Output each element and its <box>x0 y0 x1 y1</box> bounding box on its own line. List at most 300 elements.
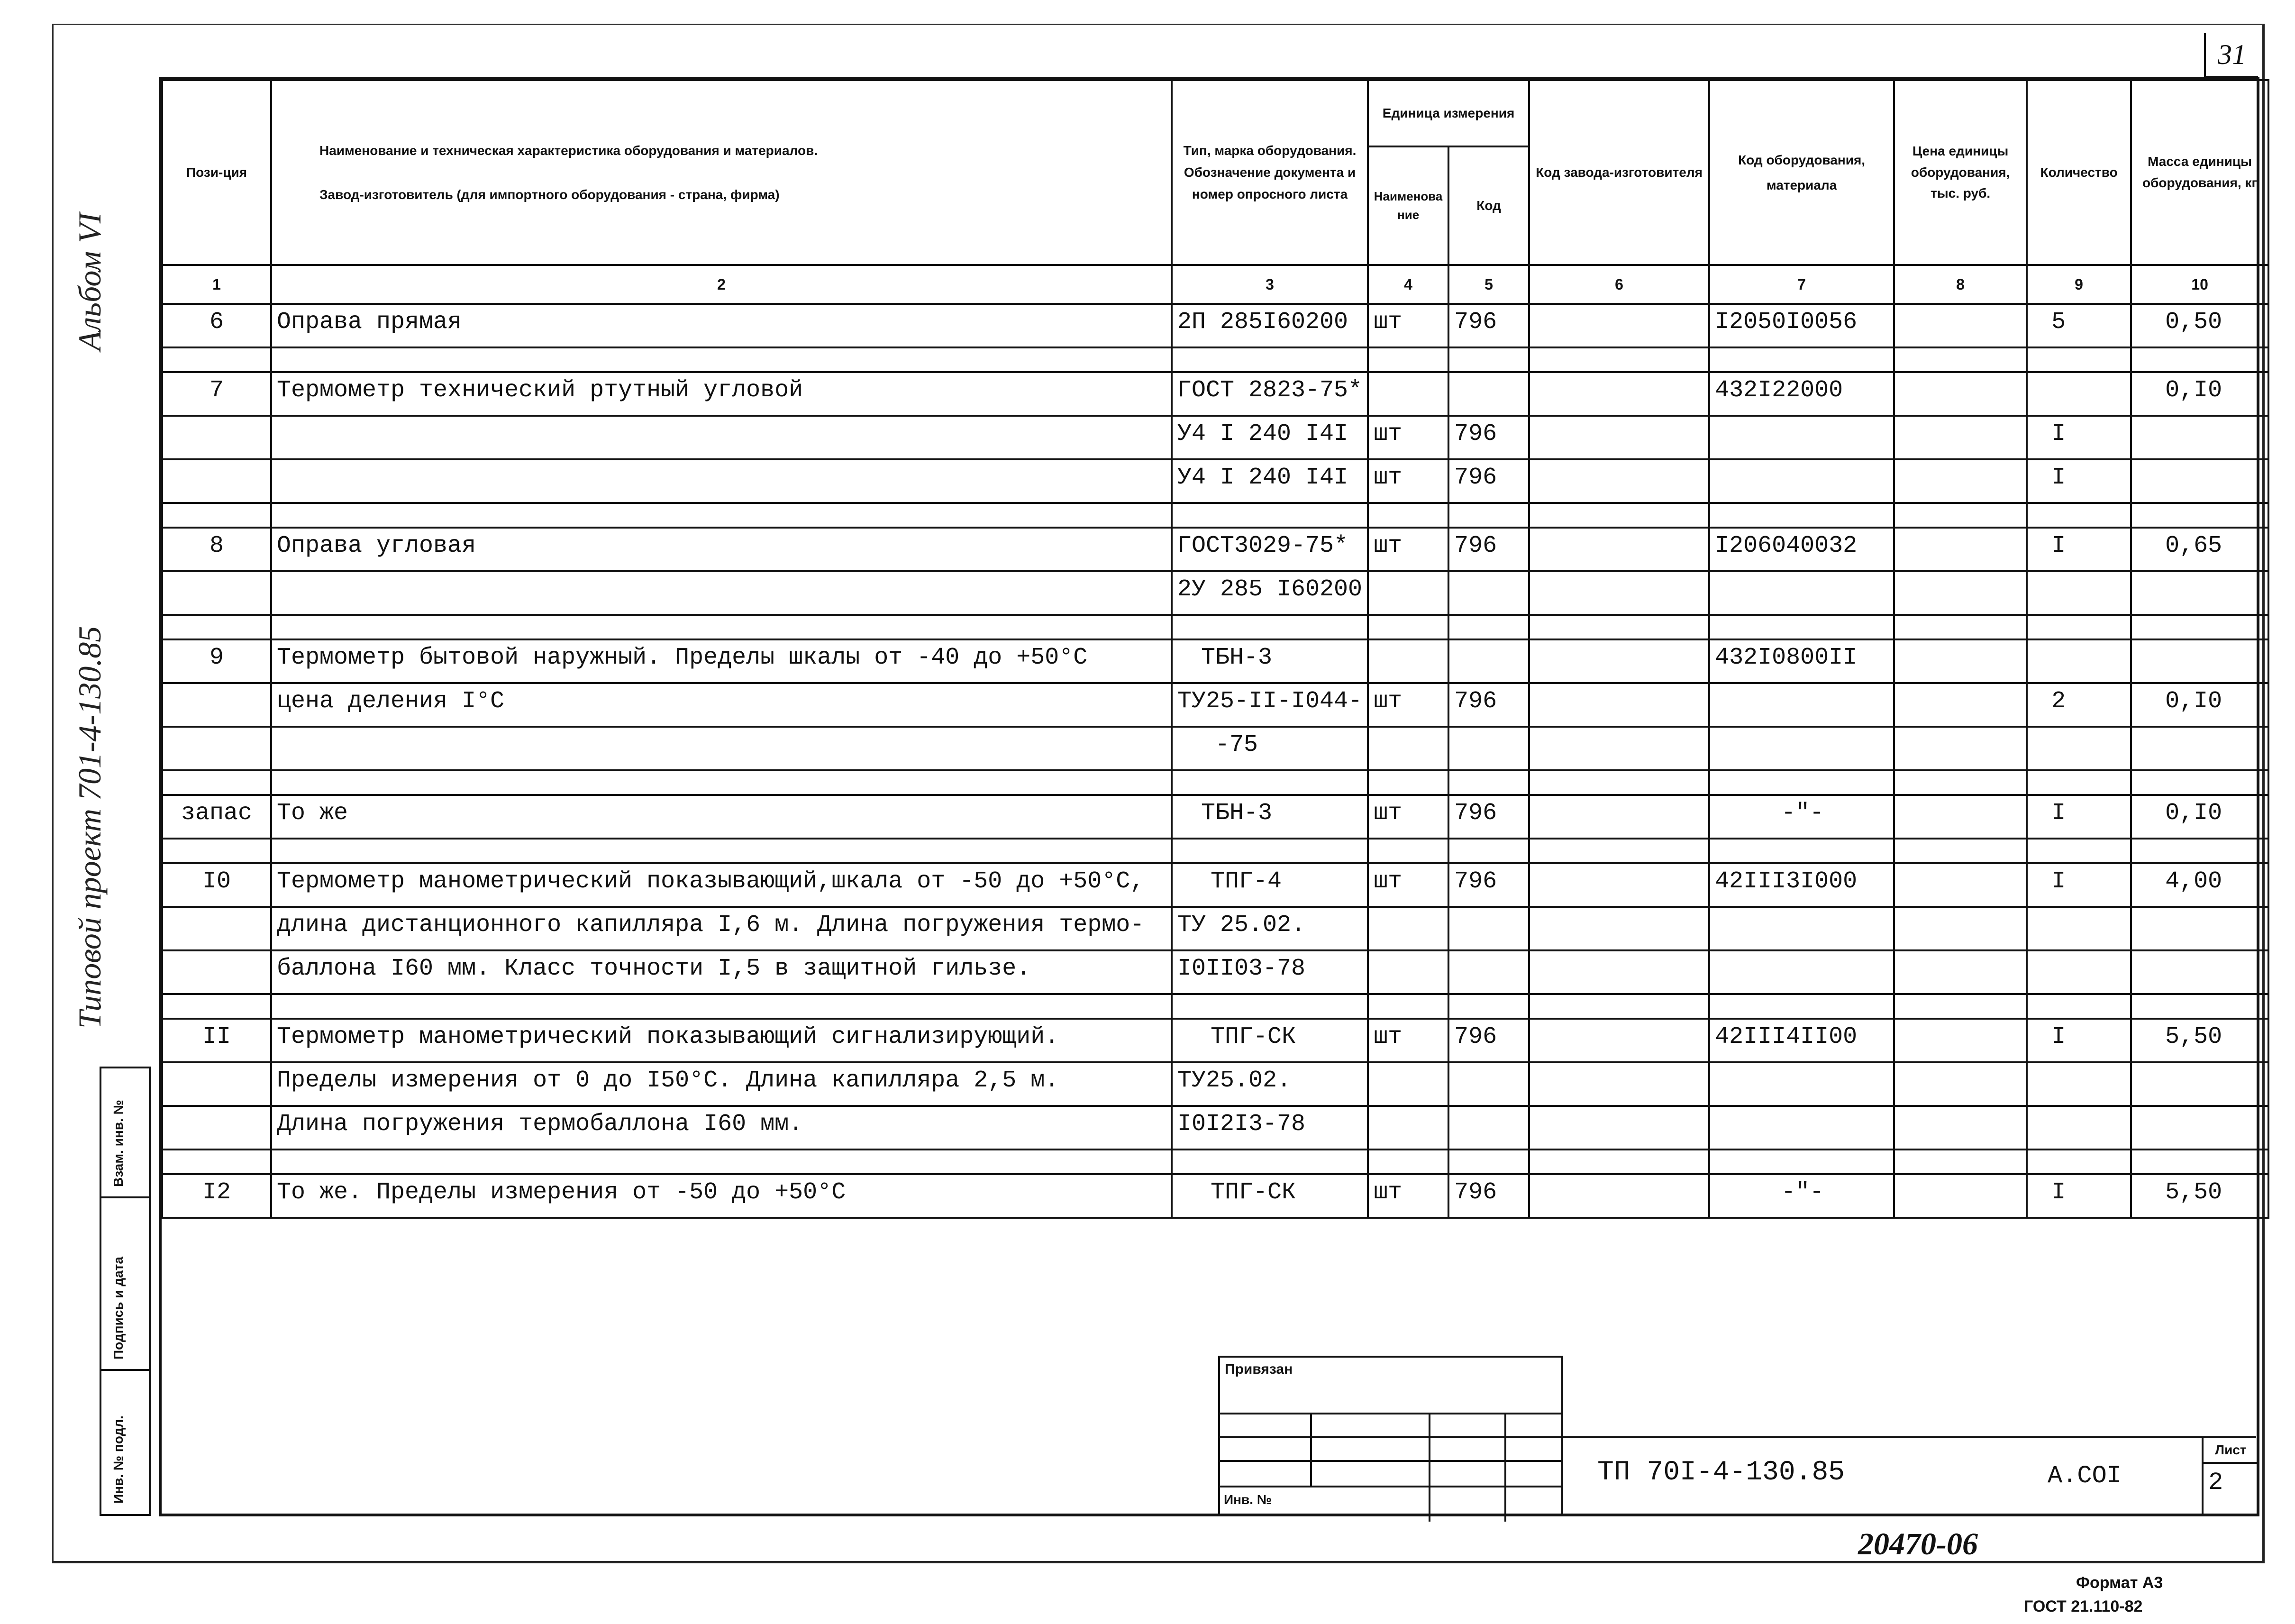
row-position <box>162 770 271 795</box>
row-name <box>271 503 1172 528</box>
row-name <box>271 727 1172 770</box>
row-factory-code <box>1529 863 1709 907</box>
row-position <box>162 416 271 459</box>
row-type <box>1172 1150 1368 1174</box>
inventory-label: Инв. № <box>1224 1492 1272 1507</box>
table-body <box>162 304 2268 1218</box>
row-unit-code <box>1448 770 1529 795</box>
row-unit-code <box>1448 907 1529 950</box>
row-position <box>162 907 271 950</box>
row-unit <box>1368 571 1448 615</box>
row-unit <box>1368 639 1448 683</box>
stamp-cell-inventory: Инв. № подл. <box>111 1415 126 1504</box>
row-mass <box>2131 839 2268 863</box>
row-unit-code <box>1448 727 1529 770</box>
row-unit <box>1368 770 1448 795</box>
table-row <box>162 907 2268 950</box>
row-price <box>1894 639 2027 683</box>
row-unit: шт <box>1368 1174 1448 1218</box>
row-quantity <box>2027 1062 2131 1106</box>
linked-label: Привязан <box>1220 1358 1561 1414</box>
row-price <box>1894 1019 2027 1062</box>
col-num: 3 <box>1172 265 1368 304</box>
row-factory-code <box>1529 416 1709 459</box>
row-price <box>1894 416 2027 459</box>
row-mass <box>2131 459 2268 503</box>
row-quantity <box>2027 770 2131 795</box>
row-name <box>271 459 1172 503</box>
row-factory-code <box>1529 795 1709 839</box>
sheet-value: 2 <box>2208 1469 2223 1496</box>
table-row <box>162 795 2268 839</box>
grid-line <box>1220 1460 1561 1462</box>
row-equipment-code <box>1709 1062 1894 1106</box>
row-unit: шт <box>1368 528 1448 571</box>
col-num: 1 <box>162 265 271 304</box>
row-unit <box>1368 1062 1448 1106</box>
row-type: ТУ25-II-I044- <box>1172 683 1368 727</box>
table-row <box>162 1174 2268 1218</box>
row-unit-code <box>1448 839 1529 863</box>
row-unit-code <box>1448 639 1529 683</box>
table-row <box>162 528 2268 571</box>
row-price <box>1894 1106 2027 1150</box>
row-factory-code <box>1529 727 1709 770</box>
sheet-code: А.COI <box>2048 1462 2122 1490</box>
table-row-spacer <box>162 347 2268 372</box>
row-equipment-code <box>1709 571 1894 615</box>
row-type: ТБН-3 <box>1172 795 1368 839</box>
row-equipment-code <box>1709 1150 1894 1174</box>
row-quantity <box>2027 639 2131 683</box>
row-position <box>162 839 271 863</box>
row-position <box>162 683 271 727</box>
row-quantity: I <box>2027 795 2131 839</box>
row-name: Термометр манометрический показывающий сигнализирующий. <box>271 1019 1172 1062</box>
row-price <box>1894 683 2027 727</box>
grid-line <box>1310 1414 1312 1486</box>
row-type: ТПГ-СК <box>1172 1019 1368 1062</box>
row-price <box>1894 994 2027 1019</box>
row-unit-code: 796 <box>1448 459 1529 503</box>
row-factory-code <box>1529 907 1709 950</box>
row-name: Термометр манометрический показывающий,шкала от -50 до +50°С, <box>271 863 1172 907</box>
row-type: -75 <box>1172 727 1368 770</box>
header-position: Пози-ция <box>162 80 271 265</box>
table-row <box>162 1019 2268 1062</box>
row-quantity <box>2027 615 2131 639</box>
grid-line <box>1504 1414 1506 1522</box>
row-unit-code: 796 <box>1448 304 1529 347</box>
row-name <box>271 615 1172 639</box>
row-price <box>1894 347 2027 372</box>
table-row <box>162 1062 2268 1106</box>
row-equipment-code <box>1709 347 1894 372</box>
col-num: 7 <box>1709 265 1894 304</box>
grid-line <box>1220 1486 1561 1487</box>
table-row <box>162 1106 2268 1150</box>
row-position <box>162 950 271 994</box>
gost-label: ГОСТ 21.110-82 <box>2024 1597 2143 1615</box>
row-quantity <box>2027 839 2131 863</box>
row-equipment-code <box>1709 907 1894 950</box>
row-unit-code <box>1448 950 1529 994</box>
row-equipment-code <box>1709 459 1894 503</box>
row-equipment-code: -"- <box>1709 795 1894 839</box>
header-name-line1: Наименование и техническая характеристика оборудования и материалов. <box>319 143 818 158</box>
row-price <box>1894 1062 2027 1106</box>
row-factory-code <box>1529 1150 1709 1174</box>
row-position: II <box>162 1019 271 1062</box>
row-quantity <box>2027 950 2131 994</box>
row-unit <box>1368 372 1448 416</box>
row-type <box>1172 839 1368 863</box>
row-position: 8 <box>162 528 271 571</box>
row-price <box>1894 571 2027 615</box>
document-code: ТП 70I-4-130.85 <box>1597 1457 1845 1488</box>
row-position <box>162 571 271 615</box>
row-factory-code <box>1529 1106 1709 1150</box>
row-unit <box>1368 839 1448 863</box>
grid-line <box>1429 1414 1430 1522</box>
header-price: Цена единицы оборудования, тыс. руб. <box>1894 80 2027 265</box>
row-quantity <box>2027 727 2131 770</box>
row-quantity: I <box>2027 459 2131 503</box>
row-unit: шт <box>1368 416 1448 459</box>
row-name: Оправа прямая <box>271 304 1172 347</box>
row-quantity <box>2027 994 2131 1019</box>
row-name: Оправа угловая <box>271 528 1172 571</box>
row-equipment-code: 432I0800II <box>1709 639 1894 683</box>
row-mass <box>2131 1106 2268 1150</box>
row-unit <box>1368 615 1448 639</box>
table-row <box>162 950 2268 994</box>
row-mass <box>2131 1062 2268 1106</box>
row-type: У4 I 240 I4I <box>1172 416 1368 459</box>
row-unit-code <box>1448 615 1529 639</box>
row-mass <box>2131 615 2268 639</box>
row-mass <box>2131 907 2268 950</box>
row-price <box>1894 615 2027 639</box>
row-equipment-code: -"- <box>1709 1174 1894 1218</box>
table-row <box>162 416 2268 459</box>
row-mass <box>2131 770 2268 795</box>
table-row <box>162 459 2268 503</box>
row-name: Длина погружения термобаллона I60 мм. <box>271 1106 1172 1150</box>
row-quantity: 5 <box>2027 304 2131 347</box>
row-unit <box>1368 727 1448 770</box>
row-name: То же. Пределы измерения от -50 до +50°С <box>271 1174 1172 1218</box>
row-unit <box>1368 1150 1448 1174</box>
row-factory-code <box>1529 1062 1709 1106</box>
header-equipment-code: Код оборудования, материала <box>1709 80 1894 265</box>
row-factory-code <box>1529 528 1709 571</box>
row-name: цена деления I°С <box>271 683 1172 727</box>
col-num: 6 <box>1529 265 1709 304</box>
header-name-line2: Завод-изготовитель (для импортного оборудования - страна, фирма) <box>319 187 780 202</box>
header-unit: Единица измерения <box>1368 80 1529 146</box>
stamp-column <box>100 1067 151 1516</box>
table-row-spacer <box>162 1150 2268 1174</box>
table-row <box>162 304 2268 347</box>
row-type <box>1172 503 1368 528</box>
row-position <box>162 347 271 372</box>
row-quantity <box>2027 372 2131 416</box>
row-name <box>271 571 1172 615</box>
row-quantity <box>2027 1150 2131 1174</box>
row-unit-code <box>1448 372 1529 416</box>
row-quantity: I <box>2027 1019 2131 1062</box>
row-mass <box>2131 639 2268 683</box>
header-mass: Масса единицы оборудования, кг <box>2131 80 2268 265</box>
row-quantity <box>2027 907 2131 950</box>
col-num: 5 <box>1448 265 1529 304</box>
col-num: 9 <box>2027 265 2131 304</box>
row-quantity: 2 <box>2027 683 2131 727</box>
row-equipment-code <box>1709 615 1894 639</box>
table-row <box>162 571 2268 615</box>
row-mass: 5,50 <box>2131 1174 2268 1218</box>
row-mass: 0,I0 <box>2131 683 2268 727</box>
row-unit <box>1368 907 1448 950</box>
header-quantity: Количество <box>2027 80 2131 265</box>
row-price <box>1894 503 2027 528</box>
row-mass: 0,I0 <box>2131 795 2268 839</box>
sheet-number: 31 <box>2204 33 2258 78</box>
col-num: 4 <box>1368 265 1448 304</box>
row-factory-code <box>1529 347 1709 372</box>
table-row-spacer <box>162 839 2268 863</box>
row-position <box>162 503 271 528</box>
album-label: Альбом VI <box>72 212 108 351</box>
row-position: 9 <box>162 639 271 683</box>
row-name <box>271 994 1172 1019</box>
handwritten-archive-number: 20470-06 <box>1858 1527 1978 1561</box>
row-factory-code <box>1529 639 1709 683</box>
title-block <box>1559 1436 2256 1514</box>
row-unit: шт <box>1368 795 1448 839</box>
row-price <box>1894 770 2027 795</box>
row-unit-code: 796 <box>1448 1019 1529 1062</box>
row-position: I2 <box>162 1174 271 1218</box>
row-name: Пределы измерения от 0 до I50°С. Длина капилляра 2,5 м. <box>271 1062 1172 1106</box>
linked-stamp <box>1218 1356 1563 1516</box>
row-position <box>162 727 271 770</box>
row-price <box>1894 528 2027 571</box>
table-row-spacer <box>162 615 2268 639</box>
row-unit <box>1368 347 1448 372</box>
row-unit <box>1368 1106 1448 1150</box>
row-quantity <box>2027 503 2131 528</box>
row-quantity <box>2027 571 2131 615</box>
row-name: длина дистанционного капилляра I,6 м. Длина погружения термо- <box>271 907 1172 950</box>
row-equipment-code <box>1709 950 1894 994</box>
row-equipment-code: 42III4II00 <box>1709 1019 1894 1062</box>
row-type: ГОСТ 2823-75* <box>1172 372 1368 416</box>
row-type: ТПГ-СК <box>1172 1174 1368 1218</box>
row-equipment-code: 42III3I000 <box>1709 863 1894 907</box>
row-position: 7 <box>162 372 271 416</box>
row-unit-code: 796 <box>1448 1174 1529 1218</box>
row-factory-code <box>1529 503 1709 528</box>
row-equipment-code: I206040032 <box>1709 528 1894 571</box>
row-unit-code <box>1448 1150 1529 1174</box>
row-unit-code: 796 <box>1448 416 1529 459</box>
table-row-spacer <box>162 503 2268 528</box>
row-name <box>271 347 1172 372</box>
row-position: I0 <box>162 863 271 907</box>
row-equipment-code <box>1709 770 1894 795</box>
row-type <box>1172 615 1368 639</box>
row-factory-code <box>1529 1174 1709 1218</box>
col-num: 2 <box>271 265 1172 304</box>
row-type: ТБН-3 <box>1172 639 1368 683</box>
row-mass <box>2131 571 2268 615</box>
row-price <box>1894 950 2027 994</box>
project-label: Типовой проект 701-4-130.85 <box>72 626 108 1029</box>
header-name <box>271 80 1172 265</box>
row-equipment-code <box>1709 503 1894 528</box>
row-unit: шт <box>1368 459 1448 503</box>
row-quantity <box>2027 347 2131 372</box>
row-type <box>1172 994 1368 1019</box>
row-mass <box>2131 1150 2268 1174</box>
row-factory-code <box>1529 459 1709 503</box>
row-unit <box>1368 503 1448 528</box>
row-unit: шт <box>1368 304 1448 347</box>
row-type: 2У 285 I60200 <box>1172 571 1368 615</box>
row-unit: шт <box>1368 863 1448 907</box>
row-name <box>271 1150 1172 1174</box>
row-factory-code <box>1529 683 1709 727</box>
row-quantity <box>2027 1106 2131 1150</box>
linked-grid <box>1220 1414 1561 1522</box>
row-price <box>1894 1150 2027 1174</box>
row-quantity: I <box>2027 416 2131 459</box>
row-unit-code: 796 <box>1448 528 1529 571</box>
row-mass: 4,00 <box>2131 863 2268 907</box>
row-equipment-code <box>1709 839 1894 863</box>
col-num: 8 <box>1894 265 2027 304</box>
row-position <box>162 1106 271 1150</box>
row-equipment-code <box>1709 416 1894 459</box>
row-equipment-code: I2050I0056 <box>1709 304 1894 347</box>
row-price <box>1894 795 2027 839</box>
row-position: запас <box>162 795 271 839</box>
row-unit-code <box>1448 1106 1529 1150</box>
row-quantity: I <box>2027 1174 2131 1218</box>
row-price <box>1894 727 2027 770</box>
row-equipment-code: 432I22000 <box>1709 372 1894 416</box>
equipment-table <box>161 79 2269 1219</box>
row-type: ТУ25.02. <box>1172 1062 1368 1106</box>
table-row-spacer <box>162 994 2268 1019</box>
row-position <box>162 459 271 503</box>
row-position <box>162 615 271 639</box>
row-mass <box>2131 416 2268 459</box>
row-factory-code <box>1529 372 1709 416</box>
row-factory-code <box>1529 571 1709 615</box>
row-name <box>271 416 1172 459</box>
row-unit-code <box>1448 503 1529 528</box>
grid-line <box>1220 1436 1561 1438</box>
row-mass <box>2131 994 2268 1019</box>
row-price <box>1894 907 2027 950</box>
row-unit-code: 796 <box>1448 683 1529 727</box>
sheet-cell <box>2202 1438 2258 1514</box>
row-type: ГОСТ3029-75* <box>1172 528 1368 571</box>
row-type <box>1172 347 1368 372</box>
row-price <box>1894 459 2027 503</box>
row-type: ТУ 25.02. <box>1172 907 1368 950</box>
table-row <box>162 683 2268 727</box>
header-type: Тип, марка оборудования. Обозначение документа и номер опросного листа <box>1172 80 1368 265</box>
row-price <box>1894 372 2027 416</box>
sheet-label: Лист <box>2204 1438 2258 1464</box>
table-row-spacer <box>162 770 2268 795</box>
row-mass: 0,65 <box>2131 528 2268 571</box>
row-factory-code <box>1529 994 1709 1019</box>
row-unit: шт <box>1368 1019 1448 1062</box>
column-numbers <box>162 265 2268 304</box>
row-type: I0II03-78 <box>1172 950 1368 994</box>
row-equipment-code <box>1709 727 1894 770</box>
row-name: Термометр бытовой наружный. Пределы шкалы от -40 до +50°С <box>271 639 1172 683</box>
table-row <box>162 727 2268 770</box>
row-unit-code <box>1448 1062 1529 1106</box>
row-unit-code <box>1448 571 1529 615</box>
row-quantity: I <box>2027 528 2131 571</box>
row-equipment-code <box>1709 1106 1894 1150</box>
row-unit-code <box>1448 994 1529 1019</box>
row-price <box>1894 839 2027 863</box>
table-row <box>162 863 2268 907</box>
row-factory-code <box>1529 839 1709 863</box>
row-mass <box>2131 347 2268 372</box>
row-name: Термометр технический ртутный угловой <box>271 372 1172 416</box>
row-mass: 0,I0 <box>2131 372 2268 416</box>
row-factory-code <box>1529 615 1709 639</box>
row-factory-code <box>1529 950 1709 994</box>
row-name: То же <box>271 795 1172 839</box>
row-type: I0I2I3-78 <box>1172 1106 1368 1150</box>
row-unit-code: 796 <box>1448 795 1529 839</box>
row-unit <box>1368 950 1448 994</box>
stamp-cell-replace: Взам. инв. № <box>111 1100 126 1187</box>
row-mass <box>2131 503 2268 528</box>
row-mass <box>2131 950 2268 994</box>
stamp-cell-signature: Подпись и дата <box>111 1257 126 1359</box>
row-mass: 0,50 <box>2131 304 2268 347</box>
row-equipment-code <box>1709 994 1894 1019</box>
col-num: 10 <box>2131 265 2268 304</box>
format-label: Формат А3 <box>2076 1574 2163 1592</box>
row-mass <box>2131 727 2268 770</box>
row-name: баллона I60 мм. Класс точности I,5 в защитной гильзе. <box>271 950 1172 994</box>
row-type: 2П 285I60200 <box>1172 304 1368 347</box>
row-factory-code <box>1529 1019 1709 1062</box>
row-type: ТПГ-4 <box>1172 863 1368 907</box>
row-equipment-code <box>1709 683 1894 727</box>
header-unit-code: Код <box>1448 146 1529 265</box>
header-factory-code: Код завода-изготовителя <box>1529 80 1709 265</box>
row-unit-code <box>1448 347 1529 372</box>
row-type: У4 I 240 I4I <box>1172 459 1368 503</box>
row-position <box>162 1150 271 1174</box>
row-unit-code: 796 <box>1448 863 1529 907</box>
header-unit-name: Наименование <box>1368 146 1448 265</box>
row-quantity: I <box>2027 863 2131 907</box>
